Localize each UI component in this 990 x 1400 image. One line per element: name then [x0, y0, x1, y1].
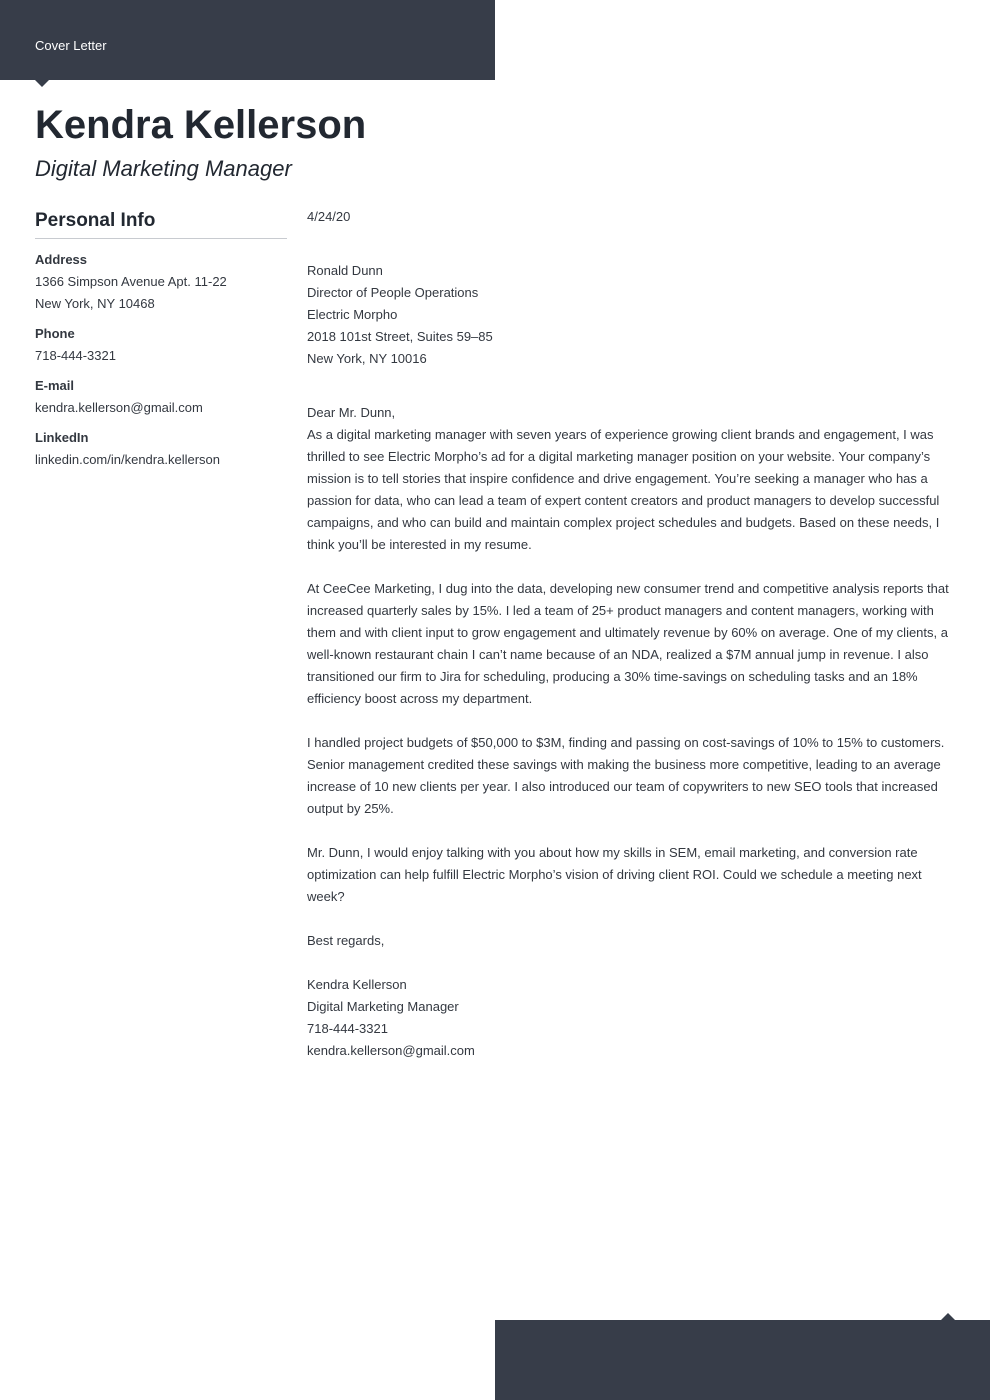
- document-label: Cover Letter: [35, 38, 107, 53]
- recipient-company: Electric Morpho: [307, 307, 398, 322]
- spacer: [307, 952, 955, 974]
- spacer: [307, 908, 955, 930]
- address-line-2: New York, NY 10468: [35, 296, 155, 311]
- letter-date: 4/24/20: [307, 209, 351, 224]
- phone-label: Phone: [35, 326, 75, 341]
- letter-paragraph: I handled project budgets of $50,000 to $3M, finding and passing on cost-savings of 10% to 15% to customers. Senior management credited these savings with making the business more competitive, leading to an average increase of 10 new clients per year. I also introduced our team of copywriters to new SEO tools that increased output by 25%.: [307, 735, 945, 816]
- personal-info-sidebar: [35, 208, 287, 471]
- signature-phone: 718-444-3321: [307, 1021, 388, 1036]
- personal-info-heading: Personal Info: [35, 208, 287, 239]
- applicant-name: Kendra Kellerson: [35, 103, 367, 147]
- linkedin-value: linkedin.com/in/kendra.kellerson: [35, 452, 220, 467]
- email-label: E-mail: [35, 378, 75, 393]
- spacer: [307, 556, 955, 578]
- footer-notch-triangle: [941, 1313, 955, 1320]
- salutation: Dear Mr. Dunn,: [307, 405, 396, 420]
- recipient-city: New York, NY 10016: [307, 351, 427, 366]
- phone-value: 718-444-3321: [35, 348, 116, 363]
- letter-body: [307, 206, 955, 1062]
- spacer: [307, 710, 955, 732]
- linkedin-label: LinkedIn: [35, 430, 89, 445]
- recipient-title: Director of People Operations: [307, 285, 479, 300]
- address-line-1: 1366 Simpson Avenue Apt. 11-22: [35, 274, 227, 289]
- address-label: Address: [35, 252, 88, 267]
- linkedin-group: [35, 427, 287, 471]
- email-group: [35, 375, 287, 419]
- spacer: [307, 228, 955, 260]
- closing: Best regards,: [307, 933, 385, 948]
- recipient-name: Ronald Dunn: [307, 263, 383, 278]
- recipient-street: 2018 101st Street, Suites 59–85: [307, 329, 493, 344]
- header-notch-triangle: [35, 80, 49, 87]
- spacer: [307, 820, 955, 842]
- spacer: [307, 370, 955, 402]
- letter-paragraph: Mr. Dunn, I would enjoy talking with you about how my skills in SEM, email marketing, and conversion rate optimization can help fulfill Electric Morpho’s vision of driving client ROI. Could we schedule a meeting next week?: [307, 845, 922, 904]
- applicant-job-title: Digital Marketing Manager: [35, 156, 292, 181]
- letter-paragraph: At CeeCee Marketing, I dug into the data, developing new consumer trend and competitive analysis reports that increased quarterly sales by 15%. I led a team of 25+ product managers and content managers, working with them and with client input to grow engagement and ultimately revenue by 60% on average. One of my clients, a well-known restaurant chain I can’t name because of an NDA, realized a $7M annual jump in revenue. I also transitioned our firm to Jira for scheduling, producing a 30% time-savings on scheduling tasks and an 18% efficiency boost across my department.: [307, 581, 949, 706]
- phone-group: [35, 323, 287, 367]
- signature-email: kendra.kellerson@gmail.com: [307, 1043, 475, 1058]
- address-group: [35, 249, 287, 315]
- signature-name: Kendra Kellerson: [307, 977, 407, 992]
- footer-band: [495, 1320, 990, 1400]
- header-band: [0, 0, 495, 80]
- signature-title: Digital Marketing Manager: [307, 999, 459, 1014]
- email-value: kendra.kellerson@gmail.com: [35, 400, 203, 415]
- letter-paragraph: As a digital marketing manager with seven years of experience growing client brands and engagement, I was thrilled to see Electric Morpho’s ad for a digital marketing manager position on your website. Your company’s mission is to tell stories that inspire confidence and drive engagement. You’re seeking a manager who has a passion for data, who can lead a team of expert content creators and product managers to develop successful campaigns, and who can build and maintain complex project schedules and budgets. Based on these needs, I think you’ll be interested in my resume.: [307, 427, 940, 552]
